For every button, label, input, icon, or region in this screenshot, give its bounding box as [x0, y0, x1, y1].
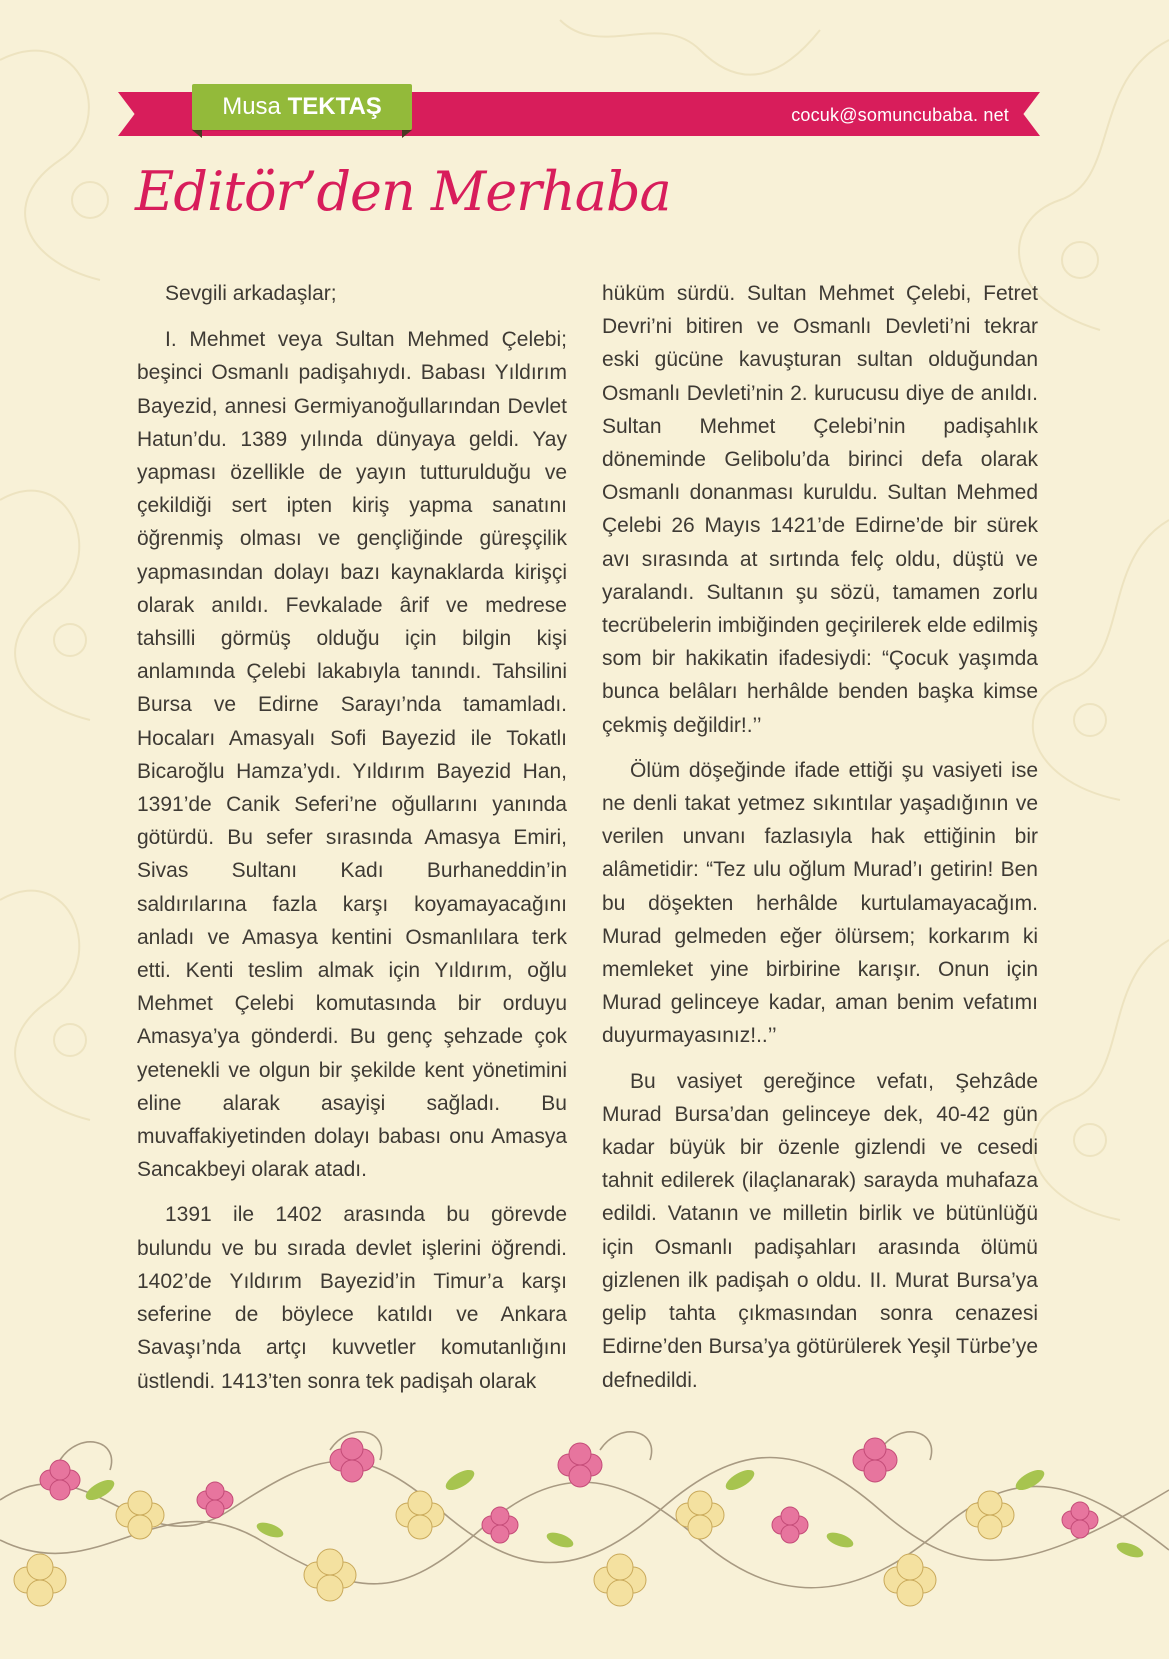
paragraph: hüküm sürdü. Sultan Mehmet Çelebi, Fetret Devri’ni bitiren ve Osmanlı Devleti’ni tekrar eski gücüne kavuşturan sultan olduğundan Osmanlı Devleti’nin 2. kurucusu diye de anıldı. Sultan Mehmet Çelebi’nin padişahlık döneminde Gelibolu’da birinci defa olarak Osmanlı donanması kuruldu. Sultan Mehmed Çelebi 26 Mayıs 1421’de Edirne’de bir sürek avı sırasında at sırtında felç oldu, düştü ve yaralandı. Sultanın şu sözü, tamamen zorlu tecrübelerin imbiğinden geçirilerek elde edilmiş som bir hakikatin ifadesiydi: “Çocuk yaşımda bunca belâları herhâlde benden başka kimse çekmiş değildir!.’’: [602, 282, 1038, 737]
article-column-left: [137, 277, 567, 1410]
author-name: [192, 84, 412, 130]
author-first-name: Musa: [222, 93, 281, 120]
floral-border-icon: [0, 1420, 1169, 1659]
contact-email[interactable]: cocuk@somuncubaba. net: [791, 105, 1009, 125]
ribbon-fold-right: [402, 130, 412, 138]
article-column-right: [602, 277, 1038, 1409]
paragraph: 1391 ile 1402 arasında bu görevde bulundu ve bu sırada devlet işlerini öğrendi. 1402’de Yıldırım Bayezid’in Timur’a karşı seferine de böylece katıldı ve Ankara Savaşı’nda artçı kuvvetler komutanlığını üstlendi. 1413’ten sonra tek padişah olarak: [137, 1203, 567, 1393]
ribbon-fold-left: [192, 130, 202, 138]
paragraph: Ölüm döşeğinde ifade ettiği şu vasiyeti ise ne denli takat yetmez sıkıntılar yaşadığının ve verilen unvanı fazlasıyla hak ettiğinin bir alâmetidir: “Tez ulu oğlum Murad’ı getirin! Ben bu döşekten herhâlde kurtulamayacağım. Murad gelmeden eğer ölürsem; korkarım ki memleket yine birbirine karışır. Onun için Murad gelinceye kadar, aman benim vefatımı duyurmayasınız!..’’: [602, 758, 1038, 1048]
paragraph: I. Mehmet veya Sultan Mehmed Çelebi; beşinci Osmanlı padişahıydı. Babası Yıldırım Bayezid, annesi Germiyanoğullarından Devlet Hatun’du. 1389 yılında dünyaya geldi. Yay yapması özellikle de yayın tutturulduğu ve çekildiği sert ipten kiriş yapma sanatını öğrenmiş olması ve gençliğinde güreşçilik yapmasından dolayı bazı kaynaklarda kirişçi olarak anıldı. Fevkalade ârif ve medrese tahsilli görmüş olduğu için bilgin kişi anlamında Çelebi lakabıyla tanındı. Tahsilini Bursa ve Edirne Sarayı’nda tamamladı. Hocaları Amasyalı Sofi Bayezid ile Tokatlı Bicaroğlu Hamza’ydı. Yıldırım Bayezid Han, 1391’de Canik Seferi’ne oğullarını yanında götürdü. Bu sefer sırasında Amasya Emiri, Sivas Sultanı Kadı Burhaneddin’in saldırılarına fazla karşı koyamayacağını anladı ve Amasya kentini Osmanlılara terk etti. Kenti teslim almak için Yıldırım, oğlu Mehmet Çelebi komutasında bir orduyu Amasya’ya gönderdi. Bu genç şehzade çok yetenekli ve olgun bir şekilde kent yönetimini eline alarak asayişi sağladı. Bu muvaffakiyetinden dolayı babası onu Amasya Sancakbeyi olarak atadı.: [137, 328, 567, 1182]
page-title: Editör’den Merhaba: [135, 160, 671, 223]
salutation: Sevgili arkadaşlar;: [165, 282, 337, 305]
author-last-name: TEKTAŞ: [287, 93, 382, 120]
paragraph: Bu vasiyet gereğince vefatı, Şehzâde Murad Bursa’dan gelinceye dek, 40-42 gün kadar büyük bir özenle gizlendi ve cesedi tahnit edilerek (ilaçlanarak) sarayda muhafaza edildi. Vatanın ve milletin birlik ve bütünlüğü için Osmanlı padişahları arasında ölümü gizlenen ilk padişah o oldu. II. Murat Bursa’ya gelip tahta çıkmasından sonra cenazesi Edirne’den Bursa’ya götürülerek Yeşil Türbe’ye defnedildi.: [602, 1069, 1038, 1392]
